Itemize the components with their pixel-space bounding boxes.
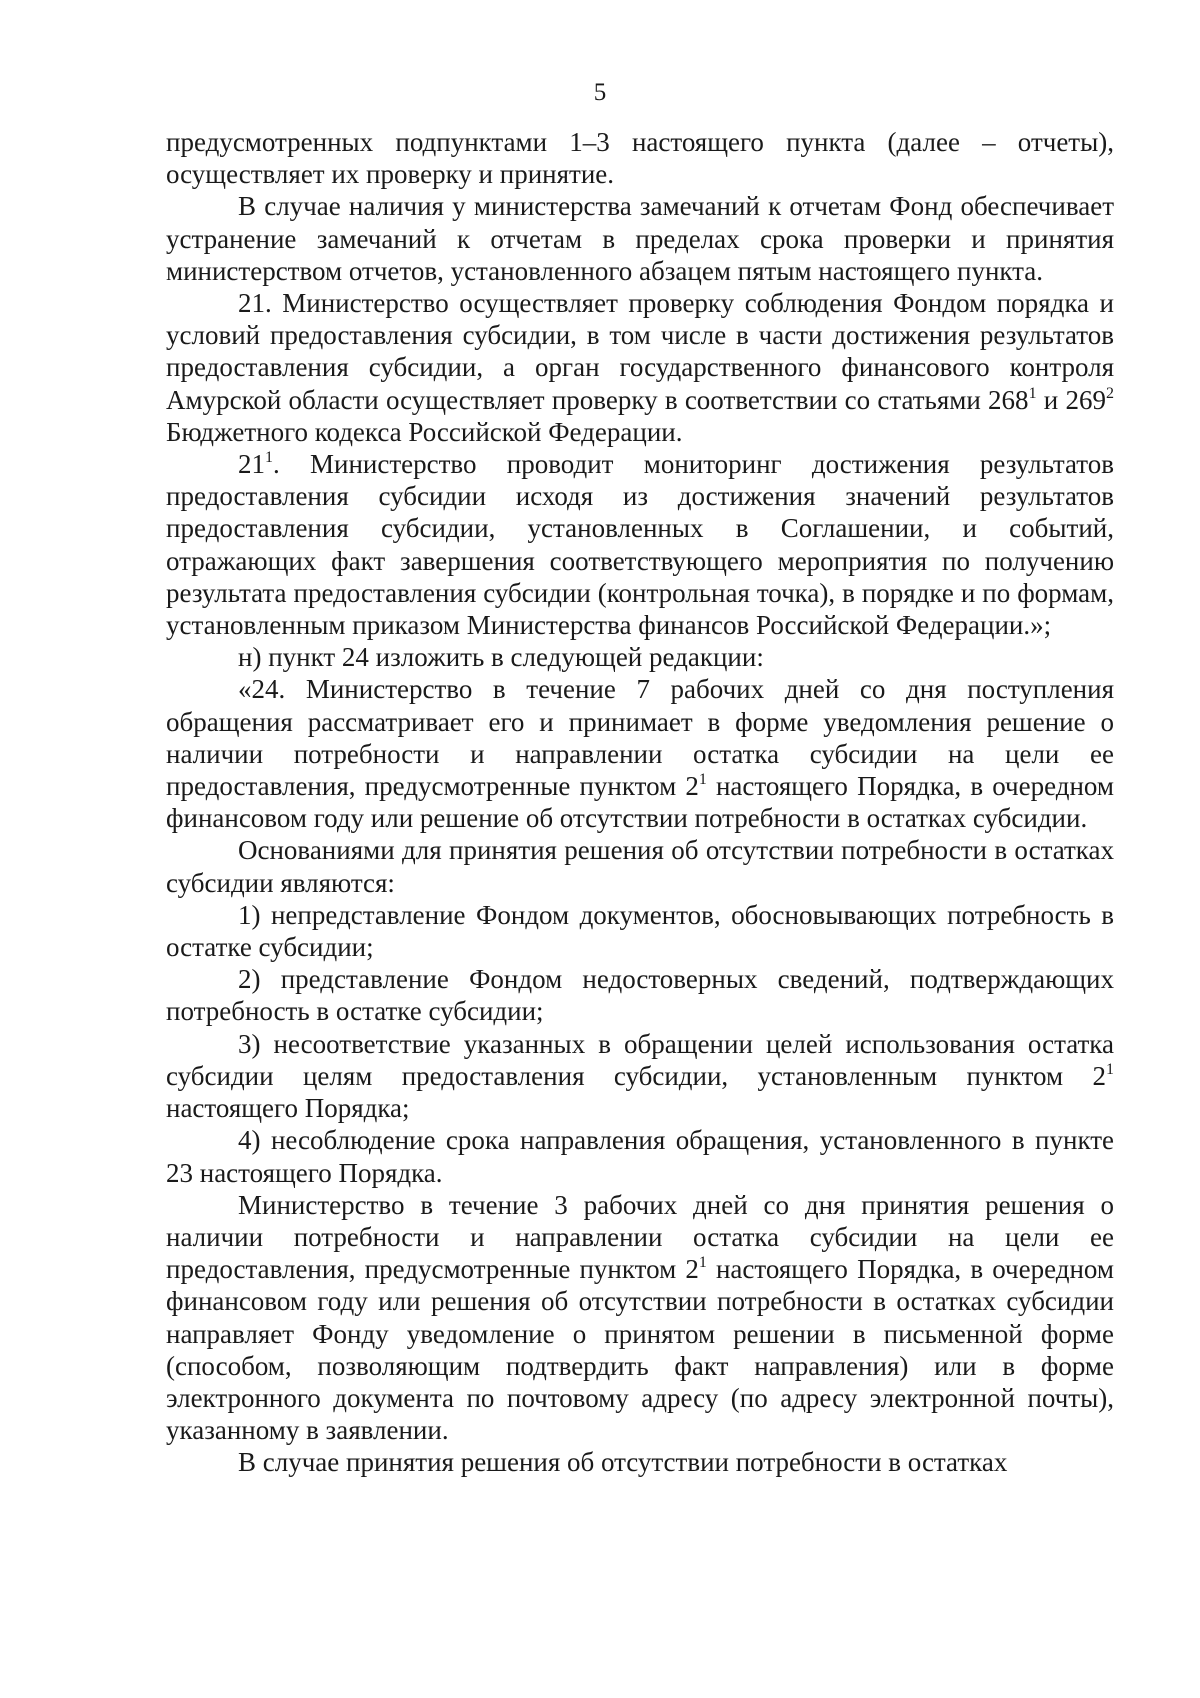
superscript: 2	[1106, 384, 1114, 402]
paragraph	[166, 1028, 1114, 1125]
paragraph: Основаниями для принятия решения об отсутствии потребности в остатках субсидии являются:	[166, 835, 1114, 898]
paragraph-text: настоящего Порядка, в очередном финансовом году или решение об отсутствии потребности в остатках субсидии.	[166, 771, 1115, 834]
paragraph-text: настоящего Порядка, в очередном финансовом году или решения об отсутствии потребности в остатках субсидии направляет Фонду уведомление о принятом решении в письменной форме (способом, позволяющим подтвердить факт направления) или в форме электронного документа по почтовому адресу (по адресу электронной почты), указанному в заявлении.	[166, 1254, 1115, 1446]
superscript: 1	[698, 1254, 707, 1272]
document-body	[166, 126, 1114, 1479]
paragraph: предусмотренных подпунктами 1–3 настоящего пункта (далее – отчеты), осуществляет их проверку и принятие.	[166, 127, 1114, 190]
superscript: 1	[698, 771, 707, 789]
paragraph: В случае принятия решения об отсутствии потребности в остатках	[238, 1447, 1008, 1478]
superscript: 1	[1106, 1060, 1114, 1078]
paragraph-text: 3) несоответствие указанных в обращении целей использования остатка субсидии целям предоставления субсидии, установленным пунктом 2	[166, 1028, 1114, 1091]
paragraph-text: и 269	[1036, 384, 1106, 415]
page-number: 5	[593, 79, 607, 106]
paragraph: В случае наличия у министерства замечаний к отчетам Фонд обеспечивает устранение замечаний к отчетам в пределах срока проверки и принятия министерством отчетов, установленного абзацем пятым настоящего пункта.	[166, 191, 1114, 286]
paragraph-text: «24. Министерство в течение 7 рабочих дней со дня поступления обращения рассматривает его и принимает в форме уведомления решение о наличии потребности и направлении остатка субсидии на цели ее предоставления, предусмотренные пунктом 2	[166, 674, 1114, 802]
paragraph: 2) представление Фондом недостоверных сведений, подтверждающих потребность в остатке субсидии;	[166, 964, 1114, 1027]
paragraph	[166, 1189, 1114, 1447]
paragraph-text: Министерство в течение 3 рабочих дней со дня принятия решения о наличии потребности и направлении остатка субсидии на цели ее предоставления, предусмотренные пунктом 2	[166, 1189, 1114, 1285]
paragraph-text: Бюджетного кодекса Российской Федерации.	[166, 416, 683, 447]
paragraph	[166, 448, 1114, 641]
paragraph-text: настоящего Порядка;	[166, 1093, 410, 1124]
paragraph	[166, 287, 1114, 448]
paragraph: 1) непредставление Фондом документов, обосновывающих потребность в остатке субсидии;	[166, 899, 1114, 963]
paragraph-text: . Министерство проводит мониторинг достижения результатов предоставления субсидии исходя из достижения значений результатов предоставления субсидии, установленных в Соглашении, и событий, отражающих факт завершения соответствующего мероприятия по получению результата предоставления субсидии (контрольная точка), в порядке и по формам, установленным приказом Министерства финансов Российской Федерации.»;	[166, 449, 1114, 641]
paragraph-text: 21. Министерство осуществляет проверку соблюдения Фондом порядка и условий предоставления субсидии, в том числе в части достижения результатов предоставления субсидии, а орган государственного финансового контроля Амурской области осуществляет проверку в соответствии со статьями 268	[166, 288, 1114, 415]
paragraph: 4) несоблюдение срока направления обращения, установленного в пункте 23 настоящего Порядка.	[166, 1125, 1114, 1188]
paragraph	[166, 673, 1114, 834]
paragraph-text: 21	[238, 449, 265, 480]
paragraph: н) пункт 24 изложить в следующей редакции:	[238, 642, 764, 673]
superscript: 1	[265, 449, 273, 467]
superscript: 1	[1028, 384, 1037, 402]
